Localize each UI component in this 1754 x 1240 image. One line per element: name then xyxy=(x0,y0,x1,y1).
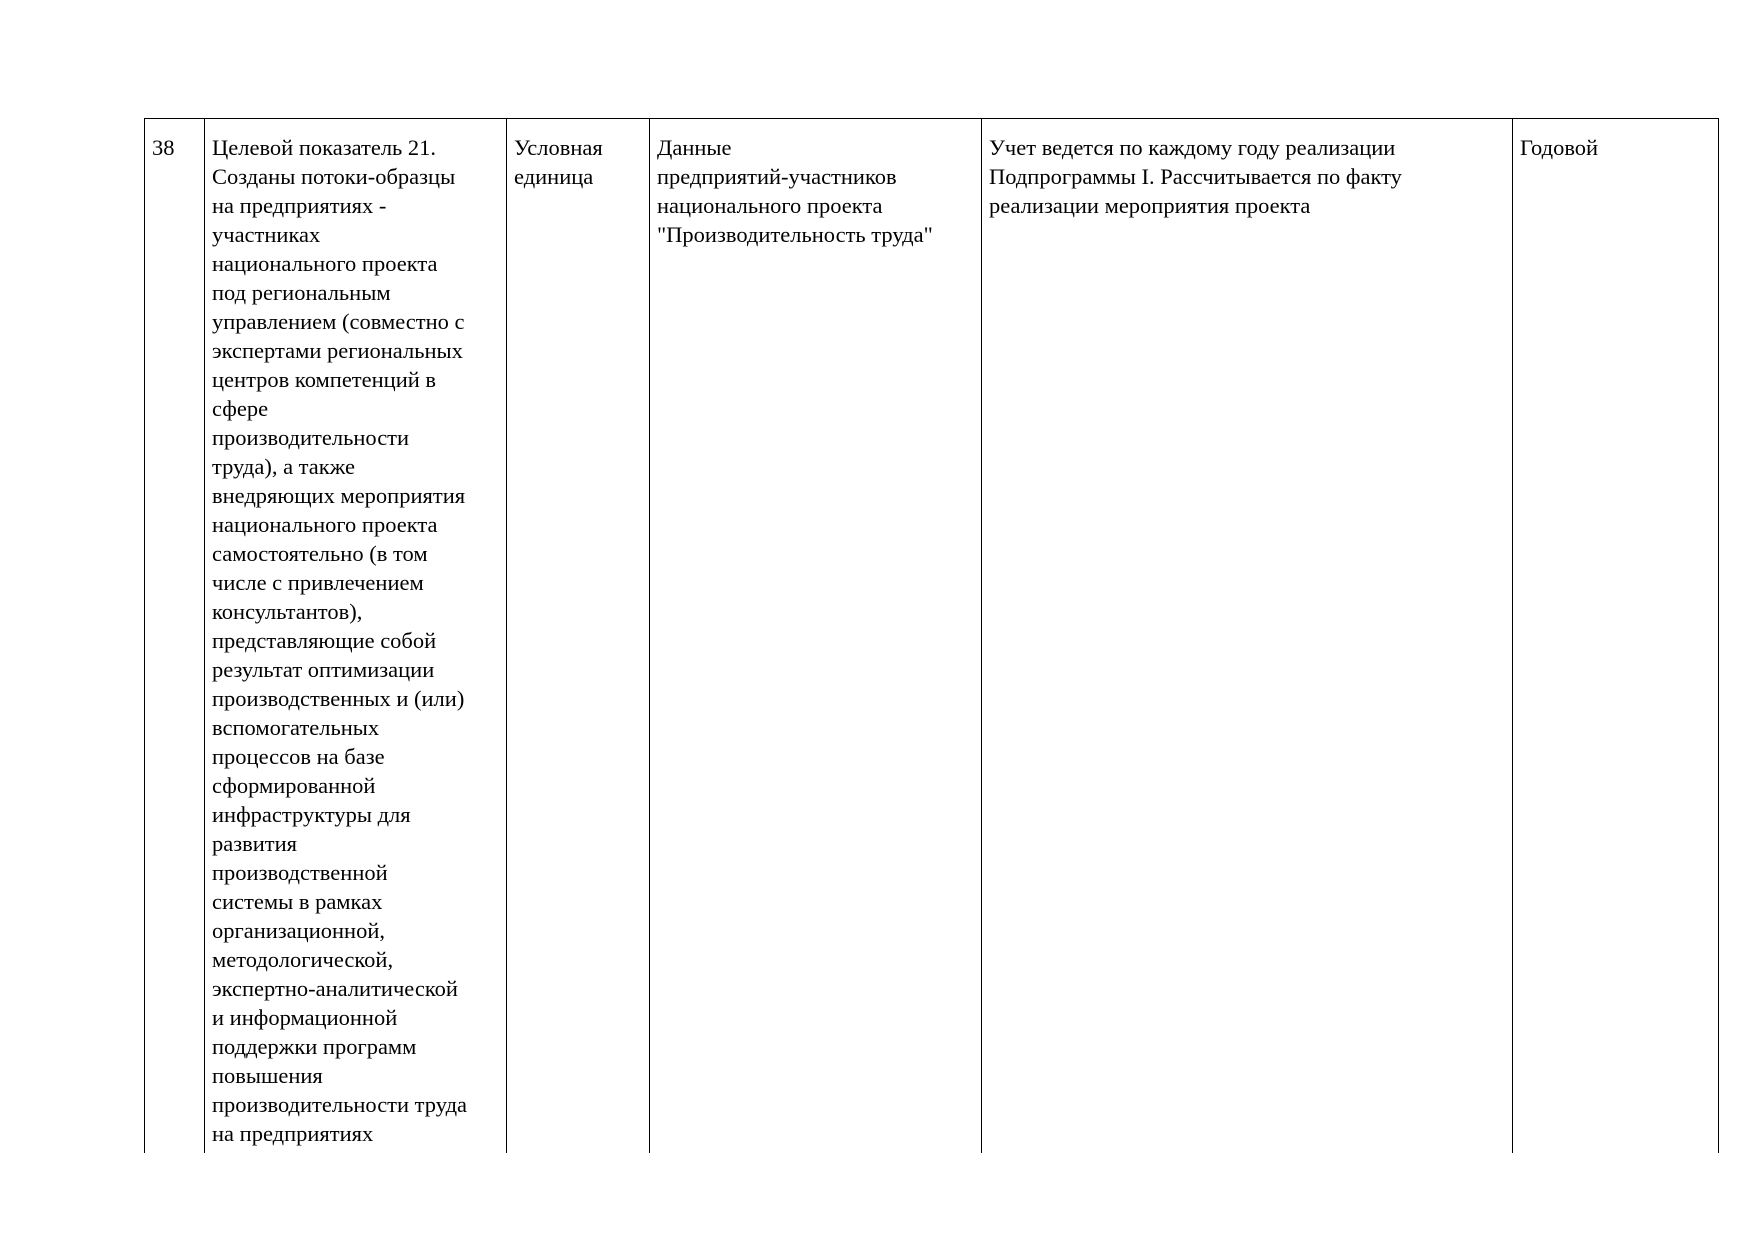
calculation-method-cell: Учет ведется по каждому году реализации Подпрограммы I. Рассчитывается по факту реализации мероприятия проекта xyxy=(982,119,1513,1154)
table-row xyxy=(145,119,1719,1154)
unit-cell: Условная единица xyxy=(507,119,650,1154)
row-number-cell: 38 xyxy=(145,119,205,1154)
data-source-cell: Данные предприятий-участников национального проекта "Производительность труда" xyxy=(650,119,982,1154)
indicators-table xyxy=(144,118,1719,1153)
indicator-name-cell: Целевой показатель 21. Созданы потоки-образцы на предприятиях - участниках национального проекта под региональным управлением (совместно с экспертами региональных центров компетенций в сфере производительности труда), а также внедряющих мероприятия национального проекта самостоятельно (в том числе с привлечением консультантов), представляющие собой результат оптимизации производственных и (или) вспомогательных процессов на базе сформированной инфраструктуры для развития производственной системы в рамках организационной, методологической, экспертно-аналитической и информационной поддержки программ повышения производительности труда на предприятиях xyxy=(205,119,507,1154)
periodicity-cell: Годовой xyxy=(1513,119,1719,1154)
